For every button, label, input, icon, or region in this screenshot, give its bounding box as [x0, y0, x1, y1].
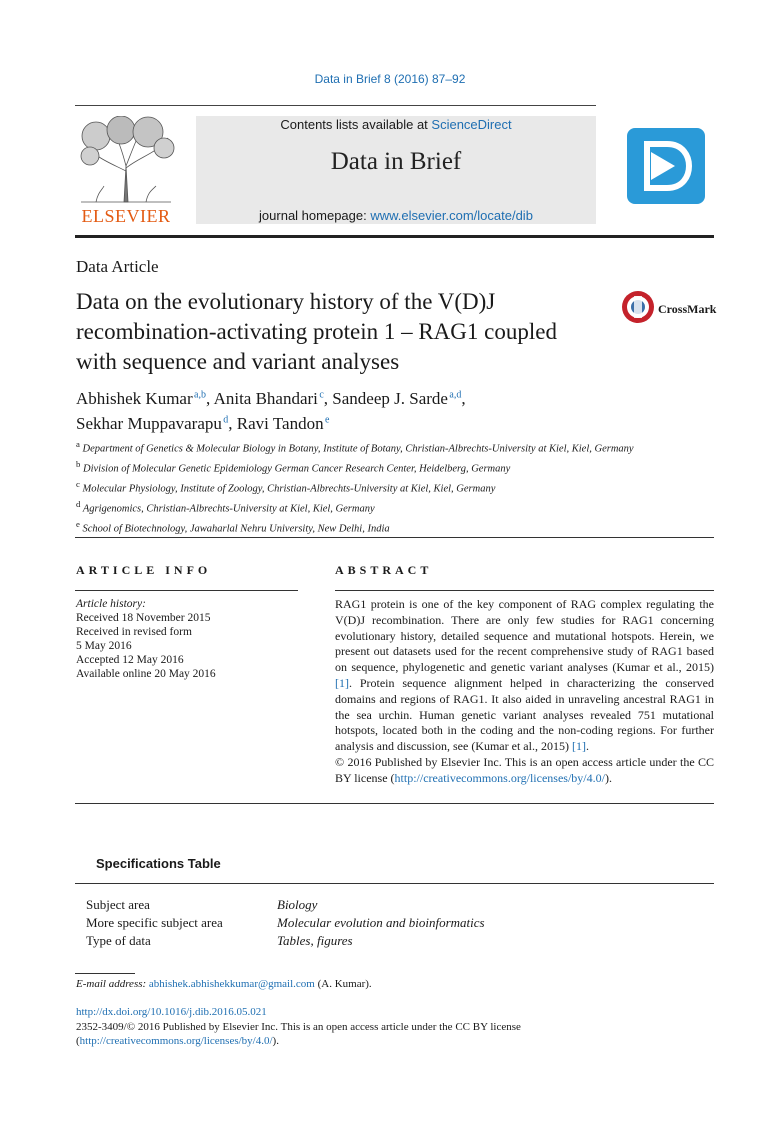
publisher-name: ELSEVIER: [81, 206, 171, 226]
author-list: [76, 384, 636, 435]
journal-citation[interactable]: Data in Brief 8 (2016) 87–92: [314, 72, 466, 86]
specifications-title: Specifications Table: [96, 856, 221, 871]
abstract-text: RAG1 protein is one of the key component of RAG complex regulating the V(D)J recombination. There are only few studies for RAG1 concerning evolutionary history, detailed sequence and mutational hotspots. Herein, we present out datasets used for the recent comprehensive study of RAG1 based on sequence, phylogenetic and genetic variant analyses (Kumar et al., 2015) [1]. Protein sequence alignment helped in characterizing the conserved domains and regions of RAG1. It also aided in unraveling ancestral RAG1 in the sea urchin. Human genetic variant analyses revealed 751 mutational hotspots, located both in the coding and the non-coding regions. For further analysis and discussion, see (Kumar et al., 2015) [1].: [335, 597, 714, 754]
author: Sandeep J. Sarde $^{a,d}$,: [332, 388, 466, 408]
author: Abhishek Kumar $^{a,b}$,: [76, 388, 214, 408]
journal-title: Data in Brief: [330, 148, 462, 175]
table-row: Type of data Tables, figures: [86, 933, 353, 948]
crossmark-label[interactable]: CrossMark: [658, 302, 717, 316]
footnote-divider: [75, 973, 135, 974]
article-info-heading: ARTICLE INFO: [76, 563, 212, 577]
homepage-line: journal homepage: www.elsevier.com/locate/dib: [259, 208, 533, 223]
table-row: More specific subject area Molecular evolution and bioinformatics: [86, 915, 485, 930]
copyright: © 2016 Published by Elsevier Inc. This is an open access article under the CC BY license (http://creativecommons.org/licenses/by/4.0/).: [335, 754, 714, 785]
license-link[interactable]: http://creativecommons.org/licenses/by/4.0/: [394, 770, 605, 785]
author: Sekhar Muppavarapu $^d$,: [76, 414, 237, 434]
specifications-table: [86, 896, 485, 950]
article-type: Data Article: [76, 257, 159, 276]
divider: [75, 105, 596, 106]
author: Anita Bhandari $^c$,: [213, 388, 333, 408]
email-footnote: E-mail address: abhishek.abhishekkumar@gmail.com (A. Kumar).: [76, 978, 372, 990]
header-divider: [75, 235, 714, 238]
license-link[interactable]: http://creativecommons.org/licenses/by/4.0/: [79, 1035, 273, 1047]
article-history: Article history: Received 18 November 2015 Received in revised form 5 May 2016 Accepted 12 May 2016 Available online 20 May 2016: [76, 598, 216, 680]
doi-link[interactable]: http://dx.doi.org/10.1016/j.dib.2016.05.021: [76, 1006, 267, 1018]
abstract-body: [335, 597, 714, 787]
affiliation: $^a$ Department of Genetics & Molecular Biology in Botany, Institute of Botany, Christian-Albrechts-University at Kiel, Kiel, Germany: [76, 439, 634, 455]
affiliation: $^e$ School of Biotechnology, Jawaharlal Nehru University, New Delhi, India: [76, 519, 390, 535]
license-line: (http://creativecommons.org/licenses/by/4.0/).: [76, 1035, 279, 1047]
reference-link[interactable]: [1]: [571, 739, 586, 754]
affiliation: $^b$ Division of Molecular Genetic Epidemiology German Cancer Research Center, Heidelberg, Germany: [76, 459, 511, 475]
divider: [335, 590, 714, 591]
affiliation: $^d$ Agrigenomics, Christian-Albrechts-University at Kiel, Kiel, Germany: [76, 499, 375, 515]
table-row: Subject area Biology: [86, 897, 318, 912]
divider: [75, 803, 714, 804]
divider: [75, 590, 298, 591]
affiliation: $^c$ Molecular Physiology, Institute of Zoology, Christian-Albrechts-University at Kiel, Kiel, Germany: [76, 479, 496, 495]
dib-logo-icon: [627, 128, 705, 204]
divider: [75, 883, 714, 884]
article-title: Data on the evolutionary history of the V(D)J recombination-activating protein 1 – RAG1 coupled with sequence and variant analyses: [76, 289, 557, 374]
contents-line: Contents lists available at ScienceDirect: [280, 117, 512, 132]
email-link[interactable]: abhishek.abhishekkumar@gmail.com: [148, 978, 315, 990]
author: Ravi Tandon $^e$: [236, 414, 330, 434]
abstract-heading: ABSTRACT: [335, 563, 433, 577]
affiliations: [76, 437, 636, 537]
homepage-link[interactable]: www.elsevier.com/locate/dib: [370, 208, 533, 223]
divider: [75, 537, 714, 538]
sciencedirect-link[interactable]: ScienceDirect: [431, 117, 512, 132]
license-line: 2352-3409/© 2016 Published by Elsevier Inc. This is an open access article under the CC BY license: [76, 1021, 521, 1033]
reference-link[interactable]: [1]: [335, 675, 349, 690]
